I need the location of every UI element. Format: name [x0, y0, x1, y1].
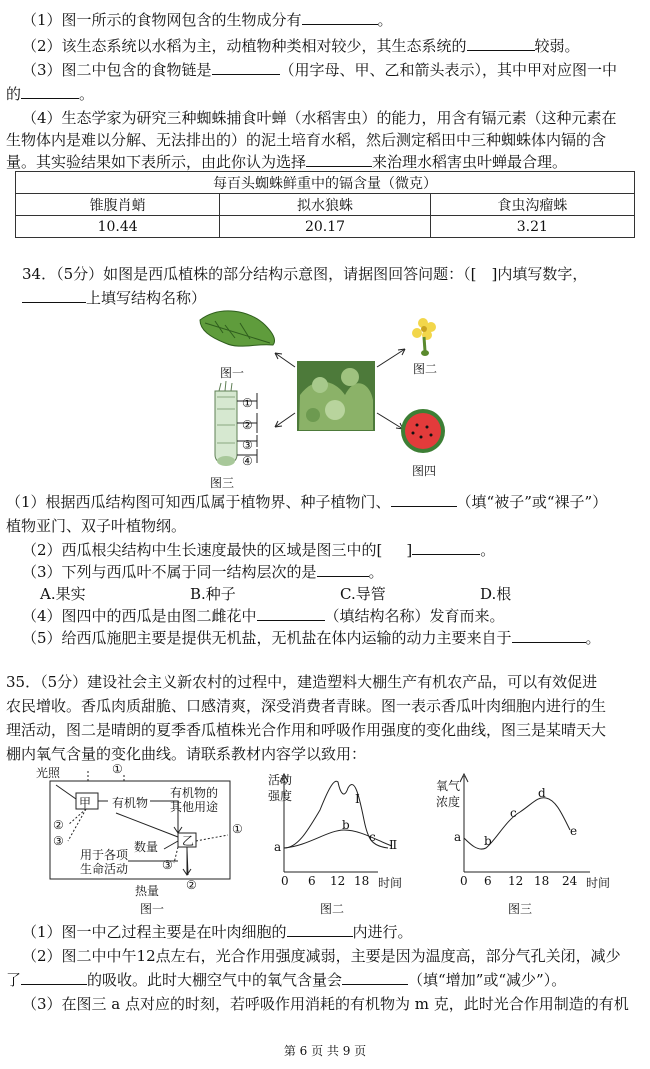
- fig2-tick: 0: [281, 874, 289, 888]
- table-header: 拟水狼蛛: [220, 194, 430, 216]
- fig2-label-II: Ⅱ: [389, 838, 398, 852]
- q35-l4: 棚内氧气含量的变化曲线。请联系教材内容学以致用：: [6, 745, 367, 763]
- table-cell: 20.17: [220, 216, 430, 238]
- option-b[interactable]: B.种子: [190, 585, 236, 603]
- table-cell: 10.44: [16, 216, 220, 238]
- table-header: 食虫沟瘤蛛: [430, 194, 634, 216]
- fig3-xlabel: 时间: [586, 876, 611, 890]
- q34-p2: （2）西瓜根尖结构中生长速度最快的区域是图三中的[ ] 。: [22, 541, 496, 559]
- label-life2: 生命活动: [80, 862, 129, 876]
- answer-blank[interactable]: [391, 492, 457, 507]
- fig2-label-c: c: [369, 830, 376, 844]
- q33-p2: （2）该生态系统以水稻为主，动植物种类相对较少，其生态系统的 较弱。: [22, 37, 580, 55]
- answer-blank[interactable]: [212, 60, 280, 75]
- fig3-label-c: c: [510, 806, 517, 820]
- fig2-ylabel: 活动 强度: [268, 773, 293, 803]
- q34-p5: （5）给西瓜施肥主要是提供无机盐，无机盐在体内运输的动力主要来自于 。: [22, 629, 601, 647]
- q33-p3a: （3）图二中包含的食物链是 （用字母、甲、乙和箭头表示），其中甲对应图一中: [22, 61, 618, 79]
- fig-label: 图三: [210, 476, 235, 490]
- label-jia: 甲: [79, 796, 92, 810]
- q35-p2b: 了 的吸收。此时大棚空气中的氧气含量会 （填“增加”或“减少”）。: [6, 971, 567, 989]
- q34-stem1: 34．（5分）如图是西瓜植株的部分结构示意图，请据图回答问题：（[ ]内填写数字，: [22, 265, 588, 283]
- fig2-tick: 12: [330, 874, 346, 888]
- fig-label: 图四: [412, 464, 437, 478]
- answer-blank[interactable]: [342, 970, 408, 985]
- q35-l1: 35．（5分）建设社会主义新农村的过程中，建造塑料大棚生产有机农产品，可以有效促进: [6, 673, 598, 691]
- fig-caption: 图二: [320, 902, 345, 916]
- answer-blank[interactable]: [21, 970, 87, 985]
- option-d[interactable]: D.根: [480, 585, 512, 603]
- fig3-tick: 12: [508, 874, 524, 888]
- answer-blank[interactable]: [302, 10, 378, 25]
- fig-label: 图一: [220, 366, 245, 380]
- label-organic: 有机物: [112, 796, 149, 810]
- root-mark: ③: [242, 438, 253, 452]
- fig3-label-b: b: [484, 834, 492, 848]
- fig-caption: 图一: [140, 902, 165, 916]
- answer-blank[interactable]: [22, 288, 86, 303]
- root-mark: ②: [242, 418, 253, 432]
- label-yi: 乙: [182, 834, 195, 848]
- fig3-tick: 24: [562, 874, 578, 888]
- fig2-label-a: a: [274, 840, 282, 854]
- answer-blank[interactable]: [306, 152, 372, 167]
- table-cell: 3.21: [430, 216, 634, 238]
- q33-p1: （1）图一所示的食物网包含的生物成分有 。: [22, 11, 393, 29]
- watermelon-icon: [401, 409, 445, 453]
- q33-p4b: 生物体内是难以分解、无法排出的）的泥土培育水稻，然后测定稻田中三种蜘蛛体内镉的含: [6, 131, 607, 149]
- answer-blank[interactable]: [412, 540, 480, 555]
- q35-p2a: （2）图二中中午12点左右，光合作用强度减弱，主要是因为温度高，部分气孔关闭，减少: [22, 947, 621, 965]
- fig3-tick: 0: [460, 874, 468, 888]
- fig3-label-a: a: [454, 830, 462, 844]
- answer-blank[interactable]: [257, 606, 325, 621]
- fig-caption: 图三: [508, 902, 533, 916]
- mark-1: ①: [232, 822, 243, 836]
- label-qty: 数量: [134, 840, 159, 854]
- label-other2: 其他用途: [170, 800, 219, 814]
- answer-blank[interactable]: [21, 84, 79, 99]
- fig2-label-b: b: [342, 818, 350, 832]
- root-mark: ④: [242, 454, 253, 468]
- mark-3: ③: [162, 858, 173, 872]
- fig-label: 图二: [413, 362, 438, 376]
- page-footer: 第 6 页 共 9 页: [283, 1044, 367, 1058]
- fig2-label-I: I: [355, 792, 360, 806]
- q34-p1a: （1）根据西瓜结构图可知西瓜属于植物界、种子植物门、 （填“被子”或“裸子”）: [6, 493, 608, 511]
- fig3-ylabel: 氧气 浓度: [436, 779, 461, 809]
- fig2-xlabel: 时间: [378, 876, 403, 890]
- fig3-tick: 18: [534, 874, 550, 888]
- q34-p4: （4）图四中的西瓜是由图二雌花中 （填结构名称）发育而来。: [22, 607, 505, 625]
- answer-blank[interactable]: [317, 562, 369, 577]
- fig2-tick: 6: [308, 874, 316, 888]
- answer-blank[interactable]: [512, 628, 586, 643]
- mark-1: ①: [112, 762, 123, 776]
- q33-p3b: 的 。: [6, 85, 95, 103]
- leaf-icon: [200, 311, 275, 346]
- answer-blank[interactable]: [467, 36, 535, 51]
- label-life1: 用于各项: [80, 848, 129, 862]
- q34-stem2: 上填写结构名称）: [22, 288, 206, 308]
- q35-l3: 理活动，图二是晴朗的夏季香瓜植株光合作用和呼吸作用强度的变化曲线，图三是某晴天大: [6, 721, 607, 739]
- root-tip-icon: [215, 381, 237, 466]
- mark-2: ②: [53, 818, 64, 832]
- q33-p4a: （4）生态学家为研究三种蜘蛛捕食叶蝉（水稻害虫）的能力，用含有镉元素（这种元素在: [22, 109, 617, 127]
- fig2-tick: 18: [354, 874, 370, 888]
- fig3-tick: 6: [484, 874, 492, 888]
- q35-l2: 农民增收。香瓜肉质甜脆、口感清爽，深受消费者青睐。图一表示香瓜叶肉细胞内进行的生: [6, 697, 607, 715]
- q33-p4c: 量。其实验结果如下表所示，由此你认为选择 来治理水稻害虫叶蝉最合理。: [6, 153, 568, 171]
- mark-3: ③: [53, 834, 64, 848]
- option-a[interactable]: A.果实: [40, 585, 86, 603]
- q34-p3: （3）下列与西瓜叶不属于同一结构层次的是 。: [22, 563, 384, 581]
- flower-icon: [412, 318, 436, 356]
- fig3-label-d: d: [538, 786, 546, 800]
- mark-2: ②: [186, 878, 197, 892]
- option-c[interactable]: C.导管: [340, 585, 386, 603]
- answer-blank[interactable]: [287, 922, 353, 937]
- root-mark: ①: [242, 396, 253, 410]
- fig3-label-e: e: [570, 824, 578, 838]
- cadmium-table: [15, 171, 635, 238]
- q35-p1: （1）图一中乙过程主要是在叶肉细胞的 内进行。: [22, 923, 413, 941]
- table-header: 锥腹肖蛸: [16, 194, 220, 216]
- watermelon-figure: [195, 305, 455, 485]
- q34-p1b: 植物亚门、双子叶植物纲。: [6, 517, 187, 535]
- label-heat: 热量: [135, 884, 160, 898]
- oxygen-chart: [450, 770, 620, 880]
- label-light: 光照: [36, 766, 61, 780]
- q35-p3: （3）在图三 a 点对应的时刻，若呼吸作用消耗的有机物为 m 克，此时光合作用制造的有机: [22, 995, 629, 1013]
- label-other1: 有机物的: [170, 786, 219, 800]
- table-title: 每百头蜘蛛鲜重中的镉含量（微克）: [16, 172, 635, 194]
